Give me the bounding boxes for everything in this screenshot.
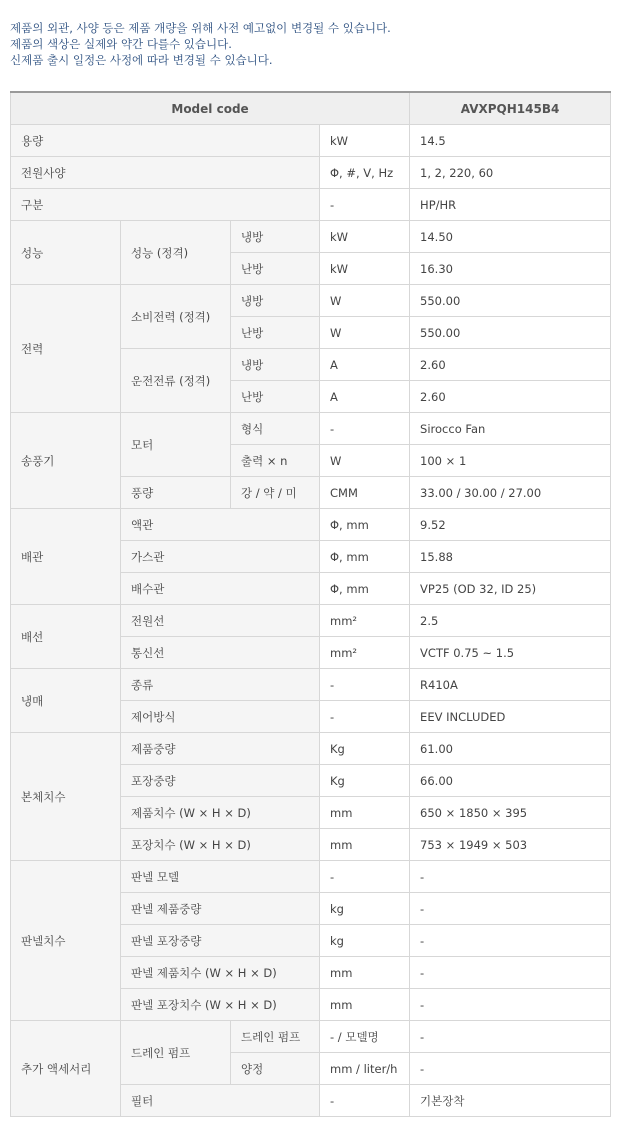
- table-row: [11, 285, 611, 317]
- row-label: 포장중량: [121, 765, 320, 797]
- row-unit: Φ, mm: [320, 509, 410, 541]
- row-label: 제품중량: [121, 733, 320, 765]
- row-unit: Φ, mm: [320, 573, 410, 605]
- row-label: 판넬 포장중량: [121, 925, 320, 957]
- row-label: 드레인 펌프: [231, 1021, 320, 1053]
- row-label: 난방: [231, 381, 320, 413]
- subgroup-label: 풍량: [121, 477, 231, 509]
- row-unit: CMM: [320, 477, 410, 509]
- row-unit: W: [320, 317, 410, 349]
- row-unit: kW: [320, 221, 410, 253]
- table-row: [11, 413, 611, 445]
- row-value: 550.00: [410, 317, 611, 349]
- row-value: 9.52: [410, 509, 611, 541]
- row-unit: W: [320, 445, 410, 477]
- row-value: 61.00: [410, 733, 611, 765]
- row-label: 판넬 제품중량: [121, 893, 320, 925]
- notice-line: 제품의 외관, 사양 등은 제품 개량을 위해 사전 예고없이 변경될 수 있습니다.: [10, 21, 391, 35]
- row-label: 제어방식: [121, 701, 320, 733]
- row-value: 650 × 1850 × 395: [410, 797, 611, 829]
- model-name-header: AVXPQH145B4: [410, 92, 611, 125]
- table-row: [11, 1021, 611, 1053]
- subgroup-label: 드레인 펌프: [121, 1021, 231, 1085]
- row-label: 판넬 모델: [121, 861, 320, 893]
- row-label: 냉방: [231, 285, 320, 317]
- row-unit: mm²: [320, 637, 410, 669]
- row-label: 양정: [231, 1053, 320, 1085]
- row-unit: mm: [320, 957, 410, 989]
- row-label: 판넬 제품치수 (W × H × D): [121, 957, 320, 989]
- row-value: 66.00: [410, 765, 611, 797]
- row-value: 550.00: [410, 285, 611, 317]
- row-value: Sirocco Fan: [410, 413, 611, 445]
- row-value: -: [410, 893, 611, 925]
- row-unit: -: [320, 861, 410, 893]
- row-unit: A: [320, 381, 410, 413]
- row-unit: -: [320, 669, 410, 701]
- row-label: 가스관: [121, 541, 320, 573]
- row-label: 형식: [231, 413, 320, 445]
- table-row: [11, 733, 611, 765]
- group-label: 배관: [11, 509, 121, 605]
- model-code-header: Model code: [11, 92, 410, 125]
- row-label: 구분: [11, 189, 320, 221]
- row-value: 14.5: [410, 125, 611, 157]
- row-unit: - / 모델명: [320, 1021, 410, 1053]
- row-label: 용량: [11, 125, 320, 157]
- group-label: 송풍기: [11, 413, 121, 509]
- row-label: 포장치수 (W × H × D): [121, 829, 320, 861]
- row-value: HP/HR: [410, 189, 611, 221]
- row-label: 난방: [231, 317, 320, 349]
- row-label: 출력 × n: [231, 445, 320, 477]
- notice-line: 신제품 출시 일정은 사정에 따라 변경될 수 있습니다.: [10, 53, 273, 67]
- table-row: [11, 125, 611, 157]
- row-value: EEV INCLUDED: [410, 701, 611, 733]
- group-label: 추가 액세서리: [11, 1021, 121, 1117]
- table-row: [11, 605, 611, 637]
- row-value: 기본장착: [410, 1085, 611, 1117]
- row-label: 냉방: [231, 221, 320, 253]
- row-label: 전원사양: [11, 157, 320, 189]
- row-unit: Kg: [320, 765, 410, 797]
- group-label: 배선: [11, 605, 121, 669]
- row-label: 냉방: [231, 349, 320, 381]
- row-value: 100 × 1: [410, 445, 611, 477]
- row-value: 2.5: [410, 605, 611, 637]
- row-value: -: [410, 925, 611, 957]
- row-value: VCTF 0.75 ~ 1.5: [410, 637, 611, 669]
- group-label: 본체치수: [11, 733, 121, 861]
- notice-list: [10, 20, 391, 68]
- row-unit: W: [320, 285, 410, 317]
- group-label: 성능: [11, 221, 121, 285]
- row-unit: mm: [320, 797, 410, 829]
- row-value: R410A: [410, 669, 611, 701]
- row-unit: A: [320, 349, 410, 381]
- row-unit: kW: [320, 125, 410, 157]
- row-unit: -: [320, 701, 410, 733]
- row-value: -: [410, 1021, 611, 1053]
- row-label: 제품치수 (W × H × D): [121, 797, 320, 829]
- notice-line: 제품의 색상은 실제와 약간 다를수 있습니다.: [10, 37, 232, 51]
- group-label: 판넬치수: [11, 861, 121, 1021]
- row-value: -: [410, 957, 611, 989]
- row-unit: kg: [320, 893, 410, 925]
- row-unit: -: [320, 1085, 410, 1117]
- row-label: 판넬 포장치수 (W × H × D): [121, 989, 320, 1021]
- table-header-row: [11, 92, 611, 125]
- row-value: VP25 (OD 32, ID 25): [410, 573, 611, 605]
- row-value: -: [410, 1053, 611, 1085]
- row-unit: Kg: [320, 733, 410, 765]
- row-label: 배수관: [121, 573, 320, 605]
- row-value: 1, 2, 220, 60: [410, 157, 611, 189]
- row-value: 15.88: [410, 541, 611, 573]
- row-label: 종류: [121, 669, 320, 701]
- row-unit: -: [320, 413, 410, 445]
- row-unit: Φ, mm: [320, 541, 410, 573]
- table-row: [11, 669, 611, 701]
- row-unit: -: [320, 189, 410, 221]
- row-unit: kg: [320, 925, 410, 957]
- row-value: 33.00 / 30.00 / 27.00: [410, 477, 611, 509]
- subgroup-label: 운전전류 (정격): [121, 349, 231, 413]
- row-value: 14.50: [410, 221, 611, 253]
- table-row: [11, 157, 611, 189]
- row-label: 강 / 약 / 미: [231, 477, 320, 509]
- row-value: 2.60: [410, 381, 611, 413]
- row-value: 2.60: [410, 349, 611, 381]
- row-unit: kW: [320, 253, 410, 285]
- table-row: [11, 861, 611, 893]
- row-label: 필터: [121, 1085, 320, 1117]
- subgroup-label: 모터: [121, 413, 231, 477]
- row-unit: mm / liter/h: [320, 1053, 410, 1085]
- row-unit: mm: [320, 989, 410, 1021]
- group-label: 전력: [11, 285, 121, 413]
- subgroup-label: 소비전력 (정격): [121, 285, 231, 349]
- row-value: 16.30: [410, 253, 611, 285]
- subgroup-label: 성능 (정격): [121, 221, 231, 285]
- group-label: 냉매: [11, 669, 121, 733]
- row-label: 통신선: [121, 637, 320, 669]
- row-value: -: [410, 989, 611, 1021]
- table-row: [11, 509, 611, 541]
- row-unit: Φ, #, V, Hz: [320, 157, 410, 189]
- row-label: 전원선: [121, 605, 320, 637]
- table-row: [11, 221, 611, 253]
- spec-table: [10, 91, 611, 1117]
- row-label: 액관: [121, 509, 320, 541]
- table-row: [11, 189, 611, 221]
- row-unit: mm: [320, 829, 410, 861]
- row-value: 753 × 1949 × 503: [410, 829, 611, 861]
- row-value: -: [410, 861, 611, 893]
- row-unit: mm²: [320, 605, 410, 637]
- row-label: 난방: [231, 253, 320, 285]
